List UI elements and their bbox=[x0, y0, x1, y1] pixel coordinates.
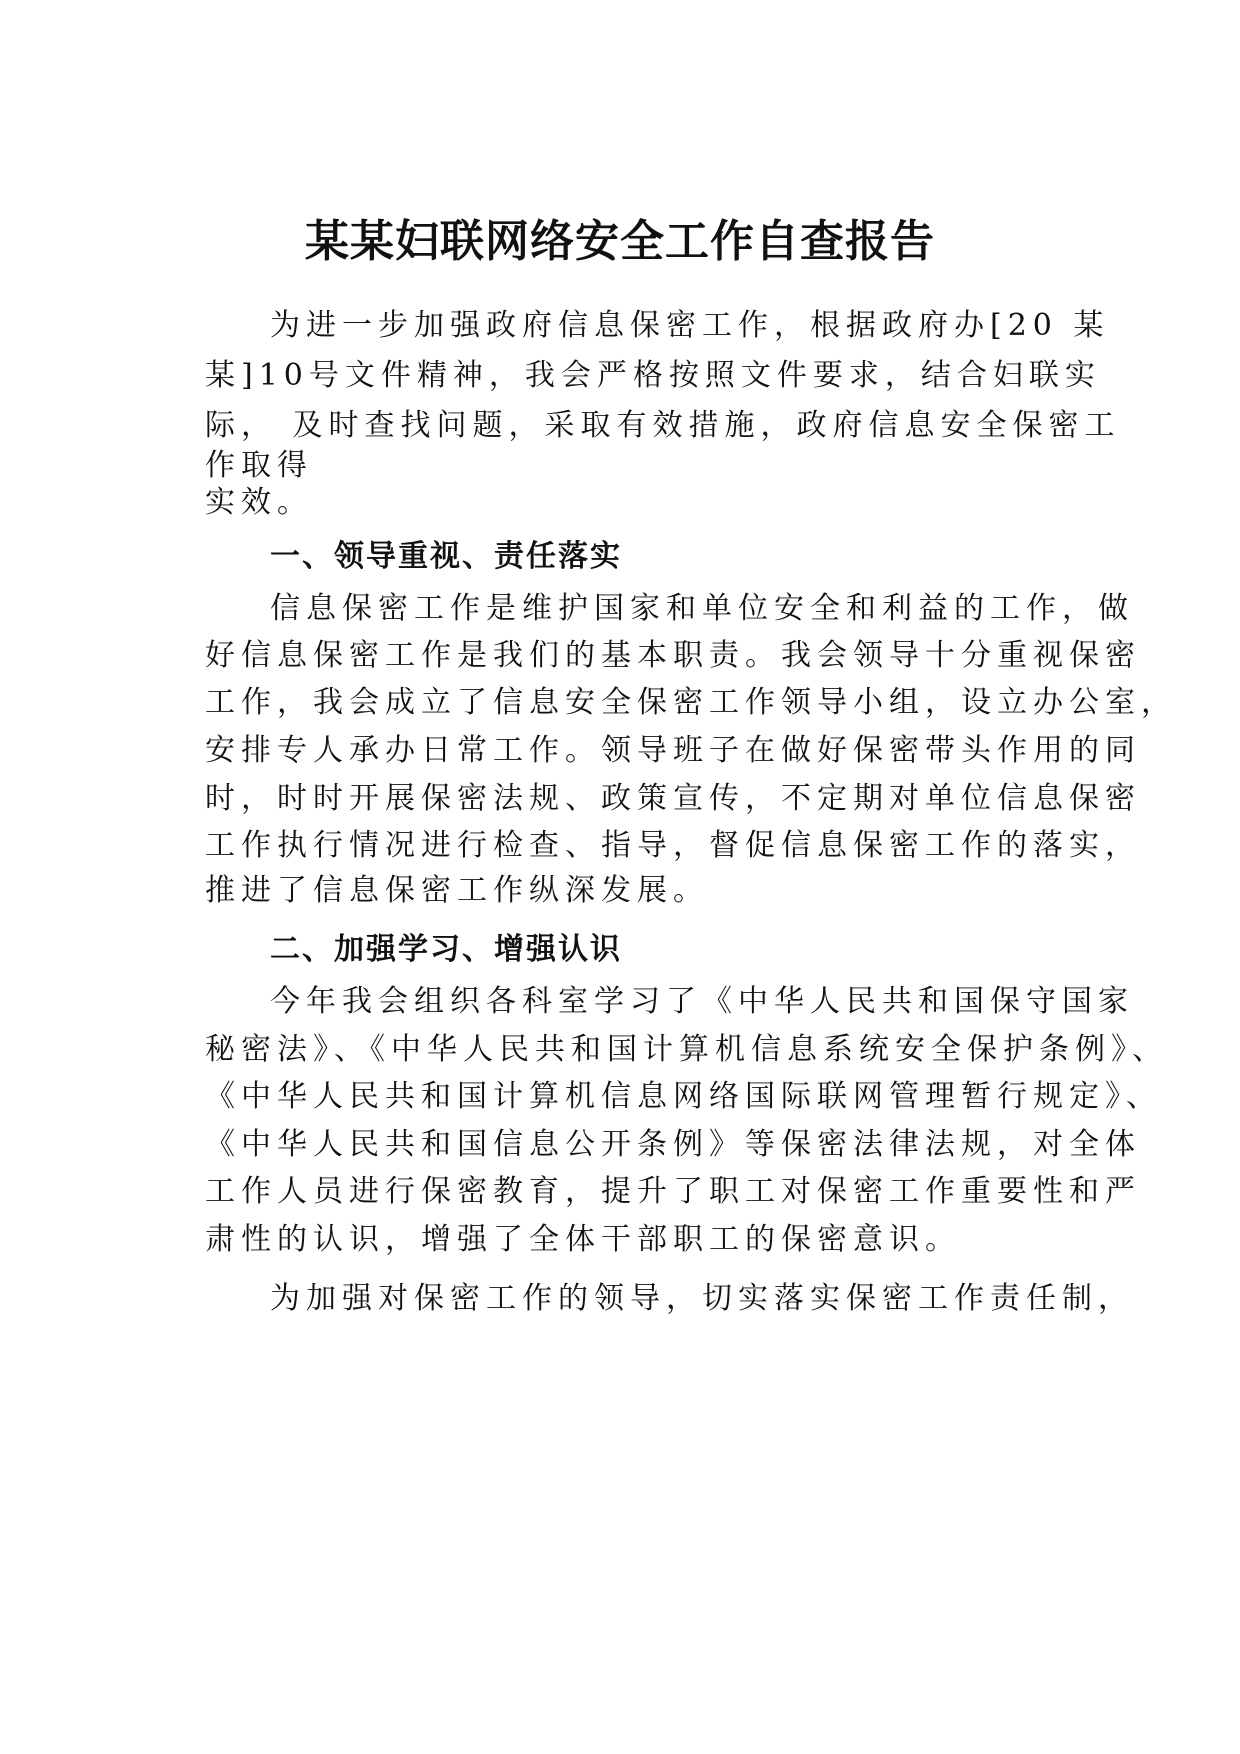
section-heading-2: 二、加强学习、增强认识 bbox=[270, 932, 622, 967]
document-title: 某某妇联网络安全工作自查报告 bbox=[305, 216, 935, 267]
intro-line-2: 某]10号文件精神，我会严格按照文件要求，结合妇联实 bbox=[205, 358, 1101, 393]
section1-line-7: 推进了信息保密工作纵深发展。 bbox=[205, 873, 709, 908]
section-heading-1: 一、领导重视、责任落实 bbox=[270, 539, 622, 574]
section1-line-2: 好信息保密工作是我们的基本职责。我会领导十分重视保密 bbox=[205, 638, 1141, 673]
intro-line-3: 际， 及时查找问题，采取有效措施，政府信息安全保密工 bbox=[205, 408, 1121, 443]
section2-line-4: 《中华人民共和国信息公开条例》等保密法律法规，对全体 bbox=[205, 1127, 1141, 1162]
section2-line-3: 《中华人民共和国计算机信息网络国际联网管理暂行规定》、 bbox=[205, 1079, 1162, 1114]
section1-line-6: 工作执行情况进行检查、指导，督促信息保密工作的落实， bbox=[205, 828, 1141, 863]
section1-line-5: 时，时时开展保密法规、政策宣传，不定期对单位信息保密 bbox=[205, 781, 1141, 816]
intro-line-5: 实效。 bbox=[205, 485, 313, 520]
intro-line-4: 作取得 bbox=[205, 448, 313, 483]
section2-line-1: 今年我会组织各科室学习了《中华人民共和国保守国家 bbox=[270, 984, 1134, 1019]
section1-line-3: 工作，我会成立了信息安全保密工作领导小组，设立办公室， bbox=[205, 685, 1177, 720]
section2-line-6: 肃性的认识，增强了全体干部职工的保密意识。 bbox=[205, 1222, 961, 1257]
section2-line-7: 为加强对保密工作的领导，切实落实保密工作责任制， bbox=[270, 1281, 1134, 1316]
section2-line-5: 工作人员进行保密教育，提升了职工对保密工作重要性和严 bbox=[205, 1174, 1141, 1209]
section1-line-4: 安排专人承办日常工作。领导班子在做好保密带头作用的同 bbox=[205, 733, 1141, 768]
section1-line-1: 信息保密工作是维护国家和单位安全和利益的工作，做 bbox=[270, 591, 1134, 626]
intro-line-1: 为进一步加强政府信息保密工作，根据政府办[20 某 bbox=[270, 308, 1110, 343]
section2-line-2: 秘密法》、《中华人民共和国计算机信息系统安全保护条例》、 bbox=[205, 1032, 1168, 1067]
